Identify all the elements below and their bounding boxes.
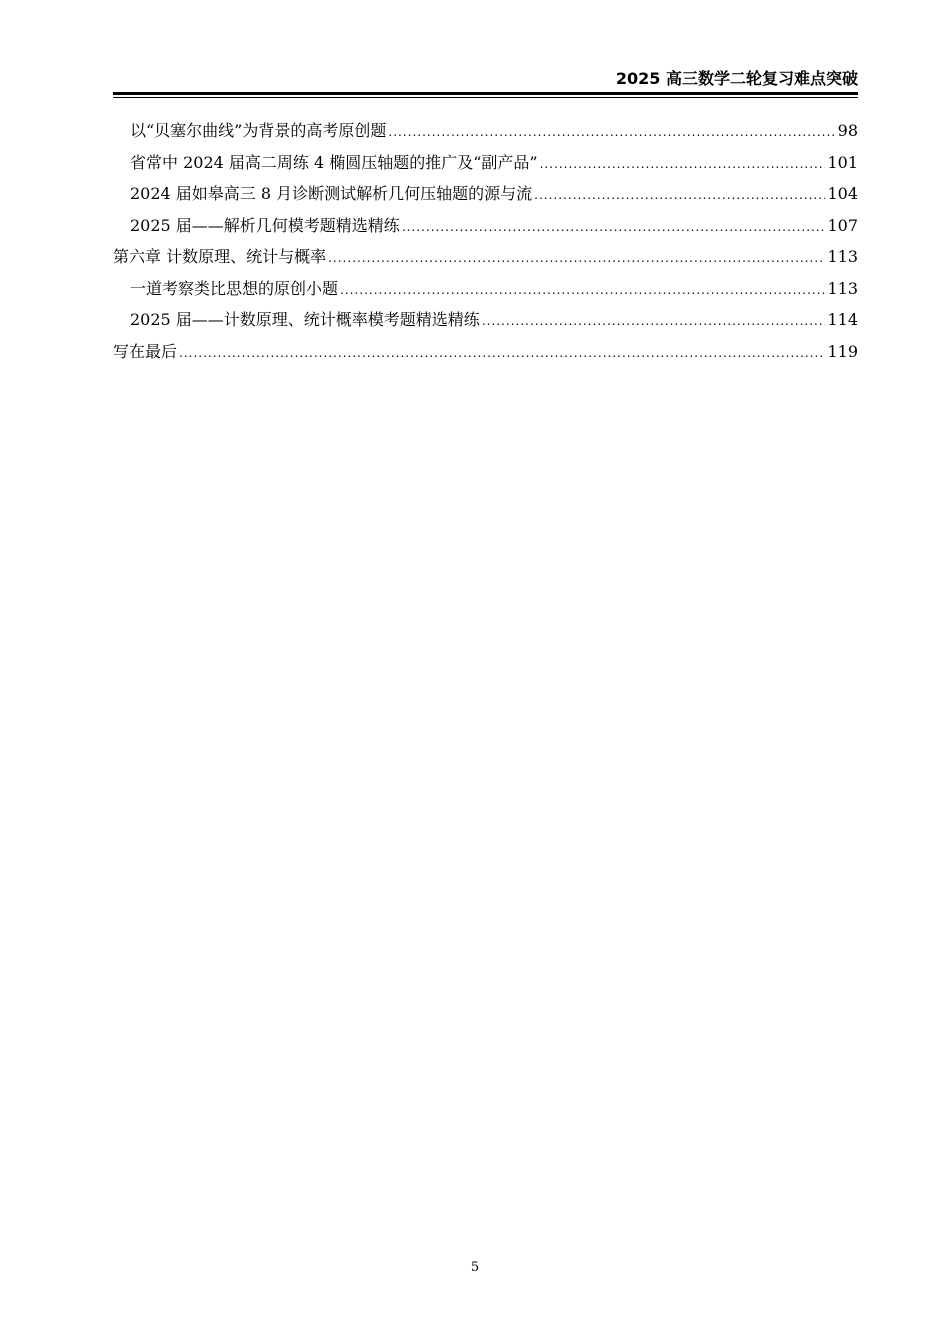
toc-entry[interactable] — [113, 119, 858, 151]
toc-chapter-title: 写在最后 — [113, 341, 178, 361]
toc-entry-page: 104 — [827, 184, 858, 203]
toc-entry-page: 113 — [827, 278, 858, 298]
toc-entry-title: 2025 届——解析几何模考题精选精练 — [130, 215, 400, 235]
toc-leader-dots — [540, 152, 826, 176]
header-rule-thin — [113, 97, 858, 98]
toc-entry-title: 2025 届——计数原理、统计概率模考题精选精练 — [130, 310, 480, 329]
toc-leader-dots — [402, 215, 826, 239]
toc-chapter-entry[interactable] — [113, 245, 858, 277]
toc-entry-page: 114 — [827, 310, 858, 329]
toc-entry[interactable] — [113, 214, 858, 246]
toc-leader-dots — [328, 246, 825, 270]
toc-entry-page: 107 — [827, 215, 858, 235]
toc-leader-dots — [534, 183, 825, 207]
toc-entry-page: 101 — [827, 152, 858, 172]
toc-entry-title: 2024 届如皋高三 8 月诊断测试解析几何压轴题的源与流 — [130, 184, 533, 203]
toc-entry-title: 以“贝塞尔曲线”为背景的高考原创题 — [130, 121, 387, 140]
toc-entry-title: 一道考察类比思想的原创小题 — [130, 278, 339, 298]
toc-entry[interactable] — [113, 182, 858, 214]
toc-chapter-entry[interactable] — [113, 340, 858, 372]
toc-entry-title: 省常中 2024 届高二周练 4 椭圆压轴题的推广及“副产品” — [130, 152, 538, 172]
toc-leader-dots — [340, 278, 825, 302]
toc-chapter-title: 第六章 计数原理、统计与概率 — [113, 247, 327, 266]
toc-entry[interactable] — [113, 277, 858, 309]
page-number: 5 — [470, 1260, 480, 1275]
toc-entry-page: 113 — [827, 247, 858, 266]
header-rule-thick — [113, 92, 858, 95]
page-header — [113, 64, 858, 96]
toc-leader-dots — [179, 341, 825, 365]
toc-entry[interactable] — [113, 151, 858, 183]
toc-entry-page: 98 — [837, 121, 858, 140]
table-of-contents — [113, 119, 858, 371]
toc-leader-dots — [388, 120, 835, 144]
toc-entry-page: 119 — [827, 341, 858, 361]
header-title: 2025 高三数学二轮复习难点突破 — [615, 69, 858, 88]
toc-entry[interactable] — [113, 308, 858, 340]
toc-leader-dots — [482, 309, 826, 333]
